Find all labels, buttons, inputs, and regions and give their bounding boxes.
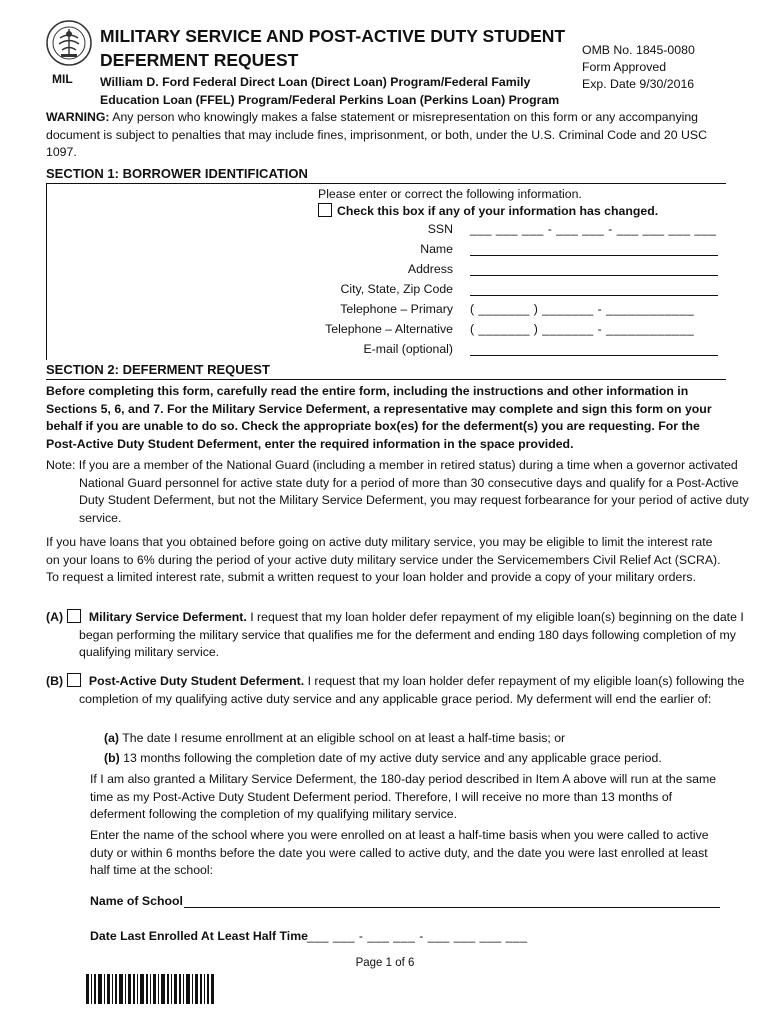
department-seal-icon [46, 20, 92, 66]
item-b-title: Post-Active Duty Student Deferment. [88, 674, 305, 688]
city-state-zip-label: City, State, Zip Code [340, 282, 453, 296]
item-b-text: I request that my loan holder defer repayment of my eligible loan(s) following the completion of my qualifying active duty service and any applicable grace period. My deferment will end the earlier of: [79, 674, 745, 706]
national-guard-note: Note: If you are a member of the National Guard (including a member in retired status) during a time when a governor activated National Guard personnel for active state duty for a period of more than 30 consecutive days and qualify for a Post-Active Duty Student Deferment, but not the Military Service Deferment, you may request forbearance for your period of active duty service. [46, 458, 749, 525]
section2-heading: SECTION 2: DEFERMENT REQUEST [46, 361, 726, 380]
info-changed-row [318, 203, 658, 221]
info-changed-label: Check this box if any of your information has changed. [337, 204, 659, 218]
telephone-alternative-field[interactable]: ( _______ ) _______ - ____________ [470, 322, 695, 336]
enter-school-instruction: Enter the name of the school where you were enrolled on at least a half-time basis when you were called to active duty or within 6 months before the date you were called to active duty, and the date you were last enrolled at least half time at the school: [90, 828, 709, 877]
warning-label: WARNING: [46, 110, 110, 124]
item-a-letter: (A) [46, 610, 64, 624]
combined-deferment-text: If I am also granted a Military Service Deferment, the 180-day period described in Item A above will run at the same time as my Post-Active Duty Student Deferment period. Therefore, I will receive no more than 13 months of deferment following the completion of my qualifying military service. [90, 772, 717, 821]
telephone-alternative-label: Telephone – Alternative [325, 322, 453, 336]
page-number: Page 1 of 6 [355, 957, 415, 969]
sub-a-letter: (a) [104, 731, 120, 745]
item-a-title: Military Service Deferment. [88, 610, 247, 624]
school-name-label: Name of School [90, 894, 183, 908]
barcode-icon [86, 974, 214, 1004]
item-a-text: I request that my loan holder defer repayment of my eligible loan(s) beginning on the date I began performing the military service that qualifies me for the deferment and ending 180 days following completion of my qualifying military service. [79, 610, 744, 659]
warning-body: Any person who knowingly makes a false statement or misrepresentation on this form or any accompanying document is subject to penalties that may include fines, imprisonment, or both, under the U.S. Criminal Code and 20 USC 1097. [46, 110, 707, 159]
school-name-field[interactable] [184, 907, 720, 908]
item-b-sub-a [104, 730, 740, 748]
warning-text [46, 109, 726, 162]
item-a-military-service-deferment [46, 609, 761, 662]
item-b-letter: (B) [46, 674, 64, 688]
form-code: MIL [52, 72, 73, 86]
date-enrolled-field[interactable]: ___ ___ - ___ ___ - ___ ___ ___ ___ [307, 929, 528, 943]
sub-b-letter: (b) [104, 751, 120, 765]
address-field[interactable] [470, 275, 718, 276]
sub-a-text: The date I resume enrollment at an eligible school on at least a half-time basis; or [119, 731, 566, 745]
section1-heading: SECTION 1: BORROWER IDENTIFICATION [46, 165, 726, 184]
item-b-sub-b [104, 750, 740, 768]
city-state-zip-field[interactable] [470, 295, 718, 296]
telephone-primary-label: Telephone – Primary [340, 302, 453, 316]
scra-paragraph: If you have loans that you obtained before going on active duty military service, you may be eligible to limit the interest rate on your loans to 6% during the period of your active duty military service under the Servicemembers Civil Relief Act (SCRA). To request a limited interest rate, submit a written request to your loan holder and provide a copy of your military orders. [46, 535, 721, 584]
form-subtitle: William D. Ford Federal Direct Loan (Direct Loan) Program/Federal Family Education Loan (FFEL) Program/Federal Perkins Loan (Perkins Loan) Program [100, 75, 560, 107]
omb-block [582, 42, 695, 93]
name-field[interactable] [470, 255, 718, 256]
omb-number: OMB No. 1845-0080 [582, 43, 695, 57]
section1-border [46, 184, 47, 360]
ssn-field[interactable]: ___ ___ ___ - ___ ___ - ___ ___ ___ ___ [470, 222, 717, 236]
email-label: E-mail (optional) [363, 342, 453, 356]
name-label: Name [420, 242, 453, 256]
item-b-post-active-duty-deferment [46, 673, 761, 708]
section1-instruction: Please enter or correct the following information. [318, 187, 582, 201]
date-enrolled-label: Date Last Enrolled At Least Half Time [90, 929, 308, 943]
form-approved: Form Approved [582, 60, 667, 74]
address-label: Address [407, 262, 453, 276]
info-changed-checkbox[interactable] [318, 203, 332, 217]
item-a-checkbox[interactable] [67, 609, 81, 623]
ssn-label: SSN [427, 222, 453, 236]
sub-b-text: 13 months following the completion date of my active duty service and any applicable grace period. [119, 751, 662, 765]
item-b-checkbox[interactable] [67, 673, 81, 687]
telephone-primary-field[interactable]: ( _______ ) _______ - ____________ [470, 302, 695, 316]
section2-intro: Before completing this form, carefully read the entire form, including the instructions and other information in Sections 5, 6, and 7. For the Military Service Deferment, a representative may complete and sign this form on your behalf if you are unable to do so. Check the appropriate box(es) for the deferment(s) you are requesting. For the Post-Active Duty Student Deferment, enter the required information in the space provided. [46, 384, 712, 451]
expiration-date: Exp. Date 9/30/2016 [582, 77, 695, 91]
form-title: MILITARY SERVICE AND POST-ACTIVE DUTY STUDENT DEFERMENT REQUEST [100, 26, 566, 70]
email-field[interactable] [470, 355, 718, 356]
